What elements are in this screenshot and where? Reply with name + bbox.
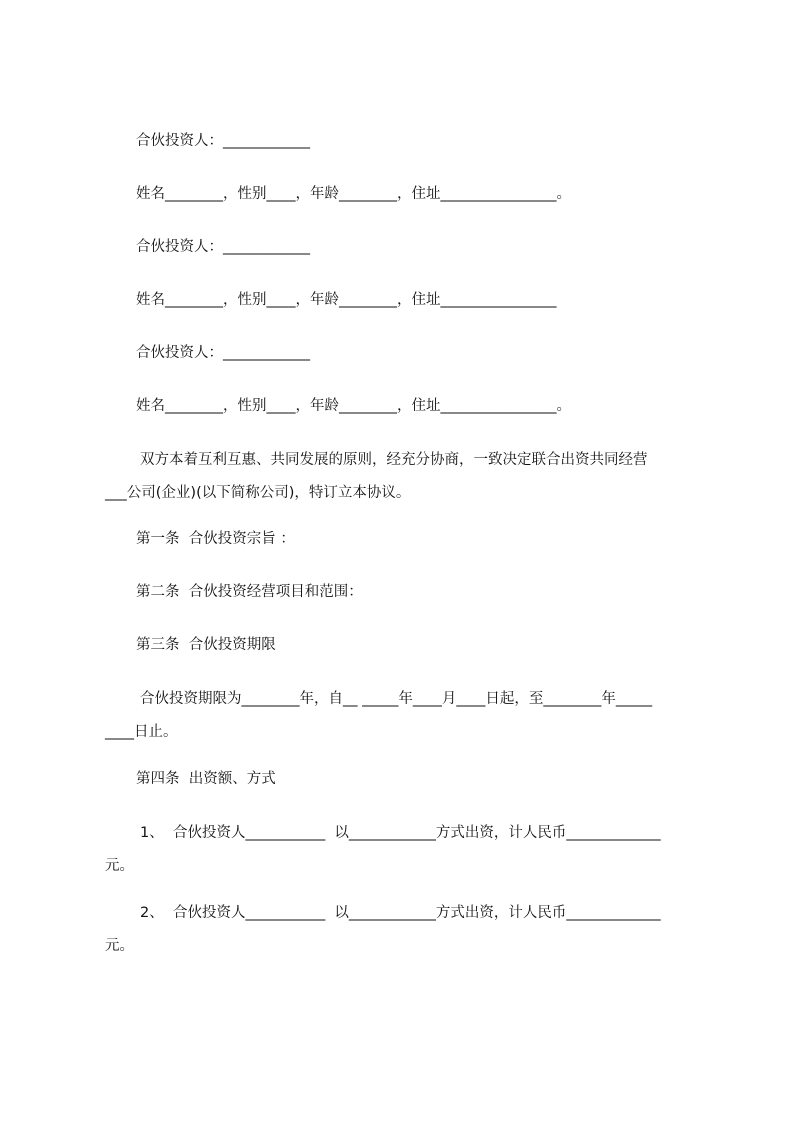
term-line-2: ____日止。 <box>105 724 178 740</box>
article-3-heading: 第三条 合伙投资期限 <box>136 637 276 653</box>
article-2-heading: 第二条 合伙投资经营项目和范围： <box>136 584 363 600</box>
partner-2-details: 姓名________，性别____，年龄________，住址________________ <box>136 292 557 308</box>
partner-1-details: 姓名________，性别____，年龄________，住址________________。 <box>136 186 571 202</box>
intro-line-2: ___公司(企业)(以下简称公司)，特订立本协议。 <box>105 485 411 501</box>
contribution-2-line-1: 2、 合伙投资人___________ 以____________方式出资，计人民币_____________ <box>140 905 661 921</box>
contribution-2-line-2: 元。 <box>105 938 134 954</box>
contribution-1-line-2: 元。 <box>105 858 134 874</box>
partner-3-details: 姓名________，性别____，年龄________，住址________________。 <box>136 398 571 414</box>
contribution-1 <box>105 817 705 883</box>
contribution-2 <box>105 897 705 963</box>
partner-1-heading: 合伙投资人：____________ <box>136 133 310 149</box>
intro-paragraph <box>105 444 705 510</box>
partner-3-heading: 合伙投资人：____________ <box>136 345 310 361</box>
contribution-1-line-1: 1、 合伙投资人___________ 以____________方式出资，计人民币_____________ <box>140 825 661 841</box>
term-paragraph <box>105 683 705 749</box>
partner-2-heading: 合伙投资人：____________ <box>136 239 310 255</box>
intro-line-1: 双方本着互利互惠、共同发展的原则，经充分协商，一致决定联合出资共同经营 <box>140 452 648 468</box>
term-line-1: 合伙投资期限为________年，自__ _____年____月____日起，至________年_____ <box>140 691 653 707</box>
article-1-heading: 第一条 合伙投资宗旨 ： <box>136 531 295 547</box>
article-4-heading: 第四条 出资额、方式 <box>136 771 276 787</box>
